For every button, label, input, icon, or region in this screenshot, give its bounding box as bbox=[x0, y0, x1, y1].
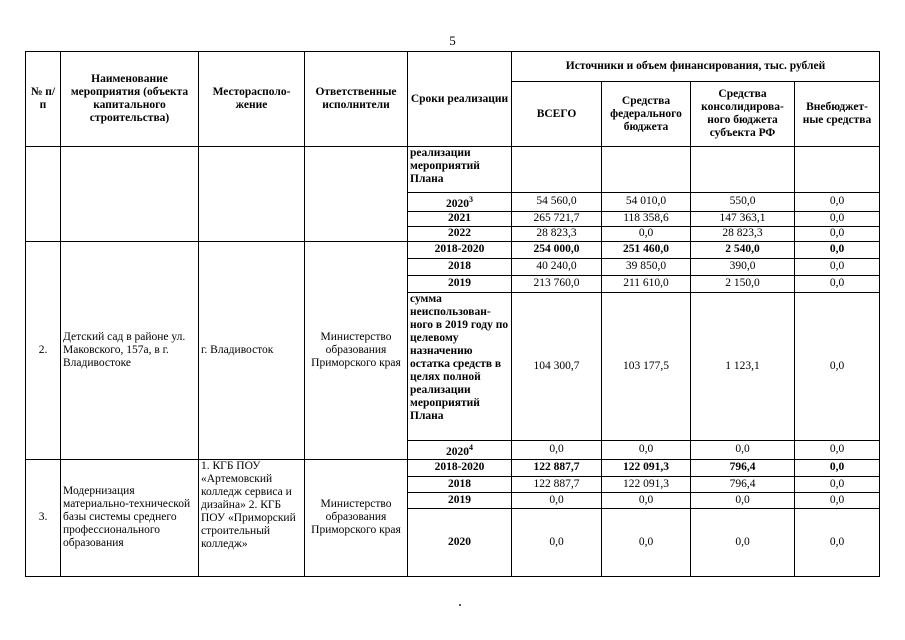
extra-cell: 0,0 bbox=[795, 508, 880, 576]
extra-cell: 0,0 bbox=[795, 292, 880, 440]
page-number: 5 bbox=[449, 33, 456, 48]
federal-cell: 211 610,0 bbox=[602, 275, 691, 292]
block3-name: Модернизация материально-технической базы системы среднего профессионального образования bbox=[61, 459, 199, 576]
period-cell: 2020 bbox=[408, 508, 512, 576]
header-extra: Внебюджет-ные средства bbox=[795, 82, 880, 147]
block1-location bbox=[199, 147, 305, 242]
total-cell: 0,0 bbox=[512, 492, 602, 508]
block2-location: г. Владивосток bbox=[199, 241, 305, 459]
extra-cell: 0,0 bbox=[795, 275, 880, 292]
block3-num: 3. bbox=[26, 459, 61, 576]
consolidated-cell: 147 363,1 bbox=[691, 211, 795, 226]
period-cell: 2018 bbox=[408, 476, 512, 492]
block1-name bbox=[61, 147, 199, 242]
header-period: Сроки реализации bbox=[408, 52, 512, 147]
period-cell: 2019 bbox=[408, 275, 512, 292]
consolidated-cell: 2 540,0 bbox=[691, 241, 795, 258]
table-row bbox=[26, 241, 880, 258]
financing-table bbox=[25, 51, 880, 577]
federal-cell: 0,0 bbox=[602, 226, 691, 241]
extra-cell: 0,0 bbox=[795, 492, 880, 508]
consolidated-cell: 0,0 bbox=[691, 440, 795, 459]
total-cell: 54 560,0 bbox=[512, 193, 602, 212]
total-cell: 40 240,0 bbox=[512, 258, 602, 275]
period-cell: 2021 bbox=[408, 211, 512, 226]
consolidated-cell: 796,4 bbox=[691, 476, 795, 492]
unused-note: сумма неиспользован-ного в 2019 году по целевому назначению остатка средств в целях полной реализации мероприятий Плана bbox=[408, 292, 512, 440]
scan-speck bbox=[459, 604, 461, 606]
federal-cell: 103 177,5 bbox=[602, 292, 691, 440]
block3-location: 1. КГБ ПОУ «Артемовский колледж сервиса и дизайна» 2. КГБ ПОУ «Приморский строительный колледж» bbox=[199, 459, 305, 576]
period-cell: 2018-2020 bbox=[408, 459, 512, 476]
period-cell: 2020$^3$ bbox=[408, 193, 512, 212]
total-cell: 122 887,7 bbox=[512, 459, 602, 476]
block1-num bbox=[26, 147, 61, 242]
extra-cell: 0,0 bbox=[795, 440, 880, 459]
block2-responsible: Министерство образования Приморского края bbox=[305, 241, 408, 459]
federal-cell: 251 460,0 bbox=[602, 241, 691, 258]
total-cell: 0,0 bbox=[512, 508, 602, 576]
total-cell: 254 000,0 bbox=[512, 241, 602, 258]
block2-num: 2. bbox=[26, 241, 61, 459]
header-total: ВСЕГО bbox=[512, 82, 602, 147]
extra-cell: 0,0 bbox=[795, 258, 880, 275]
federal-cell: 122 091,3 bbox=[602, 459, 691, 476]
total-cell: 104 300,7 bbox=[512, 292, 602, 440]
consolidated-cell: 796,4 bbox=[691, 459, 795, 476]
block1-note: реализации мероприятий Плана bbox=[408, 147, 512, 193]
federal-cell: 122 091,3 bbox=[602, 476, 691, 492]
total-cell: 0,0 bbox=[512, 440, 602, 459]
total-cell: 28 823,3 bbox=[512, 226, 602, 241]
extra-cell: 0,0 bbox=[795, 459, 880, 476]
total-cell: 265 721,7 bbox=[512, 211, 602, 226]
block1-responsible bbox=[305, 147, 408, 242]
period-cell: 2022 bbox=[408, 226, 512, 241]
header-sources: Источники и объем финансирования, тыс. рублей bbox=[512, 52, 880, 82]
consolidated-cell: 1 123,1 bbox=[691, 292, 795, 440]
header-name: Наименование мероприятия (объекта капитального строительства) bbox=[61, 52, 199, 147]
federal-cell: 118 358,6 bbox=[602, 211, 691, 226]
period-cell: 2018-2020 bbox=[408, 241, 512, 258]
header-num: № п/п bbox=[26, 52, 61, 147]
total-cell: 122 887,7 bbox=[512, 476, 602, 492]
extra-cell: 0,0 bbox=[795, 211, 880, 226]
consolidated-cell: 2 150,0 bbox=[691, 275, 795, 292]
federal-cell: 0,0 bbox=[602, 440, 691, 459]
table-row bbox=[26, 459, 880, 476]
header-consolidated: Средства консолидирова-ного бюджета субъекта РФ bbox=[691, 82, 795, 147]
federal-cell: 39 850,0 bbox=[602, 258, 691, 275]
period-cell: 2020$^4$ bbox=[408, 440, 512, 459]
consolidated-cell: 0,0 bbox=[691, 508, 795, 576]
extra-cell: 0,0 bbox=[795, 241, 880, 258]
consolidated-cell: 28 823,3 bbox=[691, 226, 795, 241]
federal-cell: 0,0 bbox=[602, 492, 691, 508]
consolidated-cell: 0,0 bbox=[691, 492, 795, 508]
header-responsible: Ответственные исполнители bbox=[305, 52, 408, 147]
total-cell: 213 760,0 bbox=[512, 275, 602, 292]
block2-name: Детский сад в районе ул. Маковского, 157а, в г. Владивостоке bbox=[61, 241, 199, 459]
extra-cell: 0,0 bbox=[795, 476, 880, 492]
header-location: Месторасполо-жение bbox=[199, 52, 305, 147]
extra-cell: 0,0 bbox=[795, 226, 880, 241]
extra-cell: 0,0 bbox=[795, 193, 880, 212]
federal-cell: 54 010,0 bbox=[602, 193, 691, 212]
period-cell: 2018 bbox=[408, 258, 512, 275]
block3-responsible: Министерство образования Приморского края bbox=[305, 459, 408, 576]
federal-cell: 0,0 bbox=[602, 508, 691, 576]
consolidated-cell: 390,0 bbox=[691, 258, 795, 275]
period-cell: 2019 bbox=[408, 492, 512, 508]
consolidated-cell: 550,0 bbox=[691, 193, 795, 212]
header-federal: Средства федерального бюджета bbox=[602, 82, 691, 147]
